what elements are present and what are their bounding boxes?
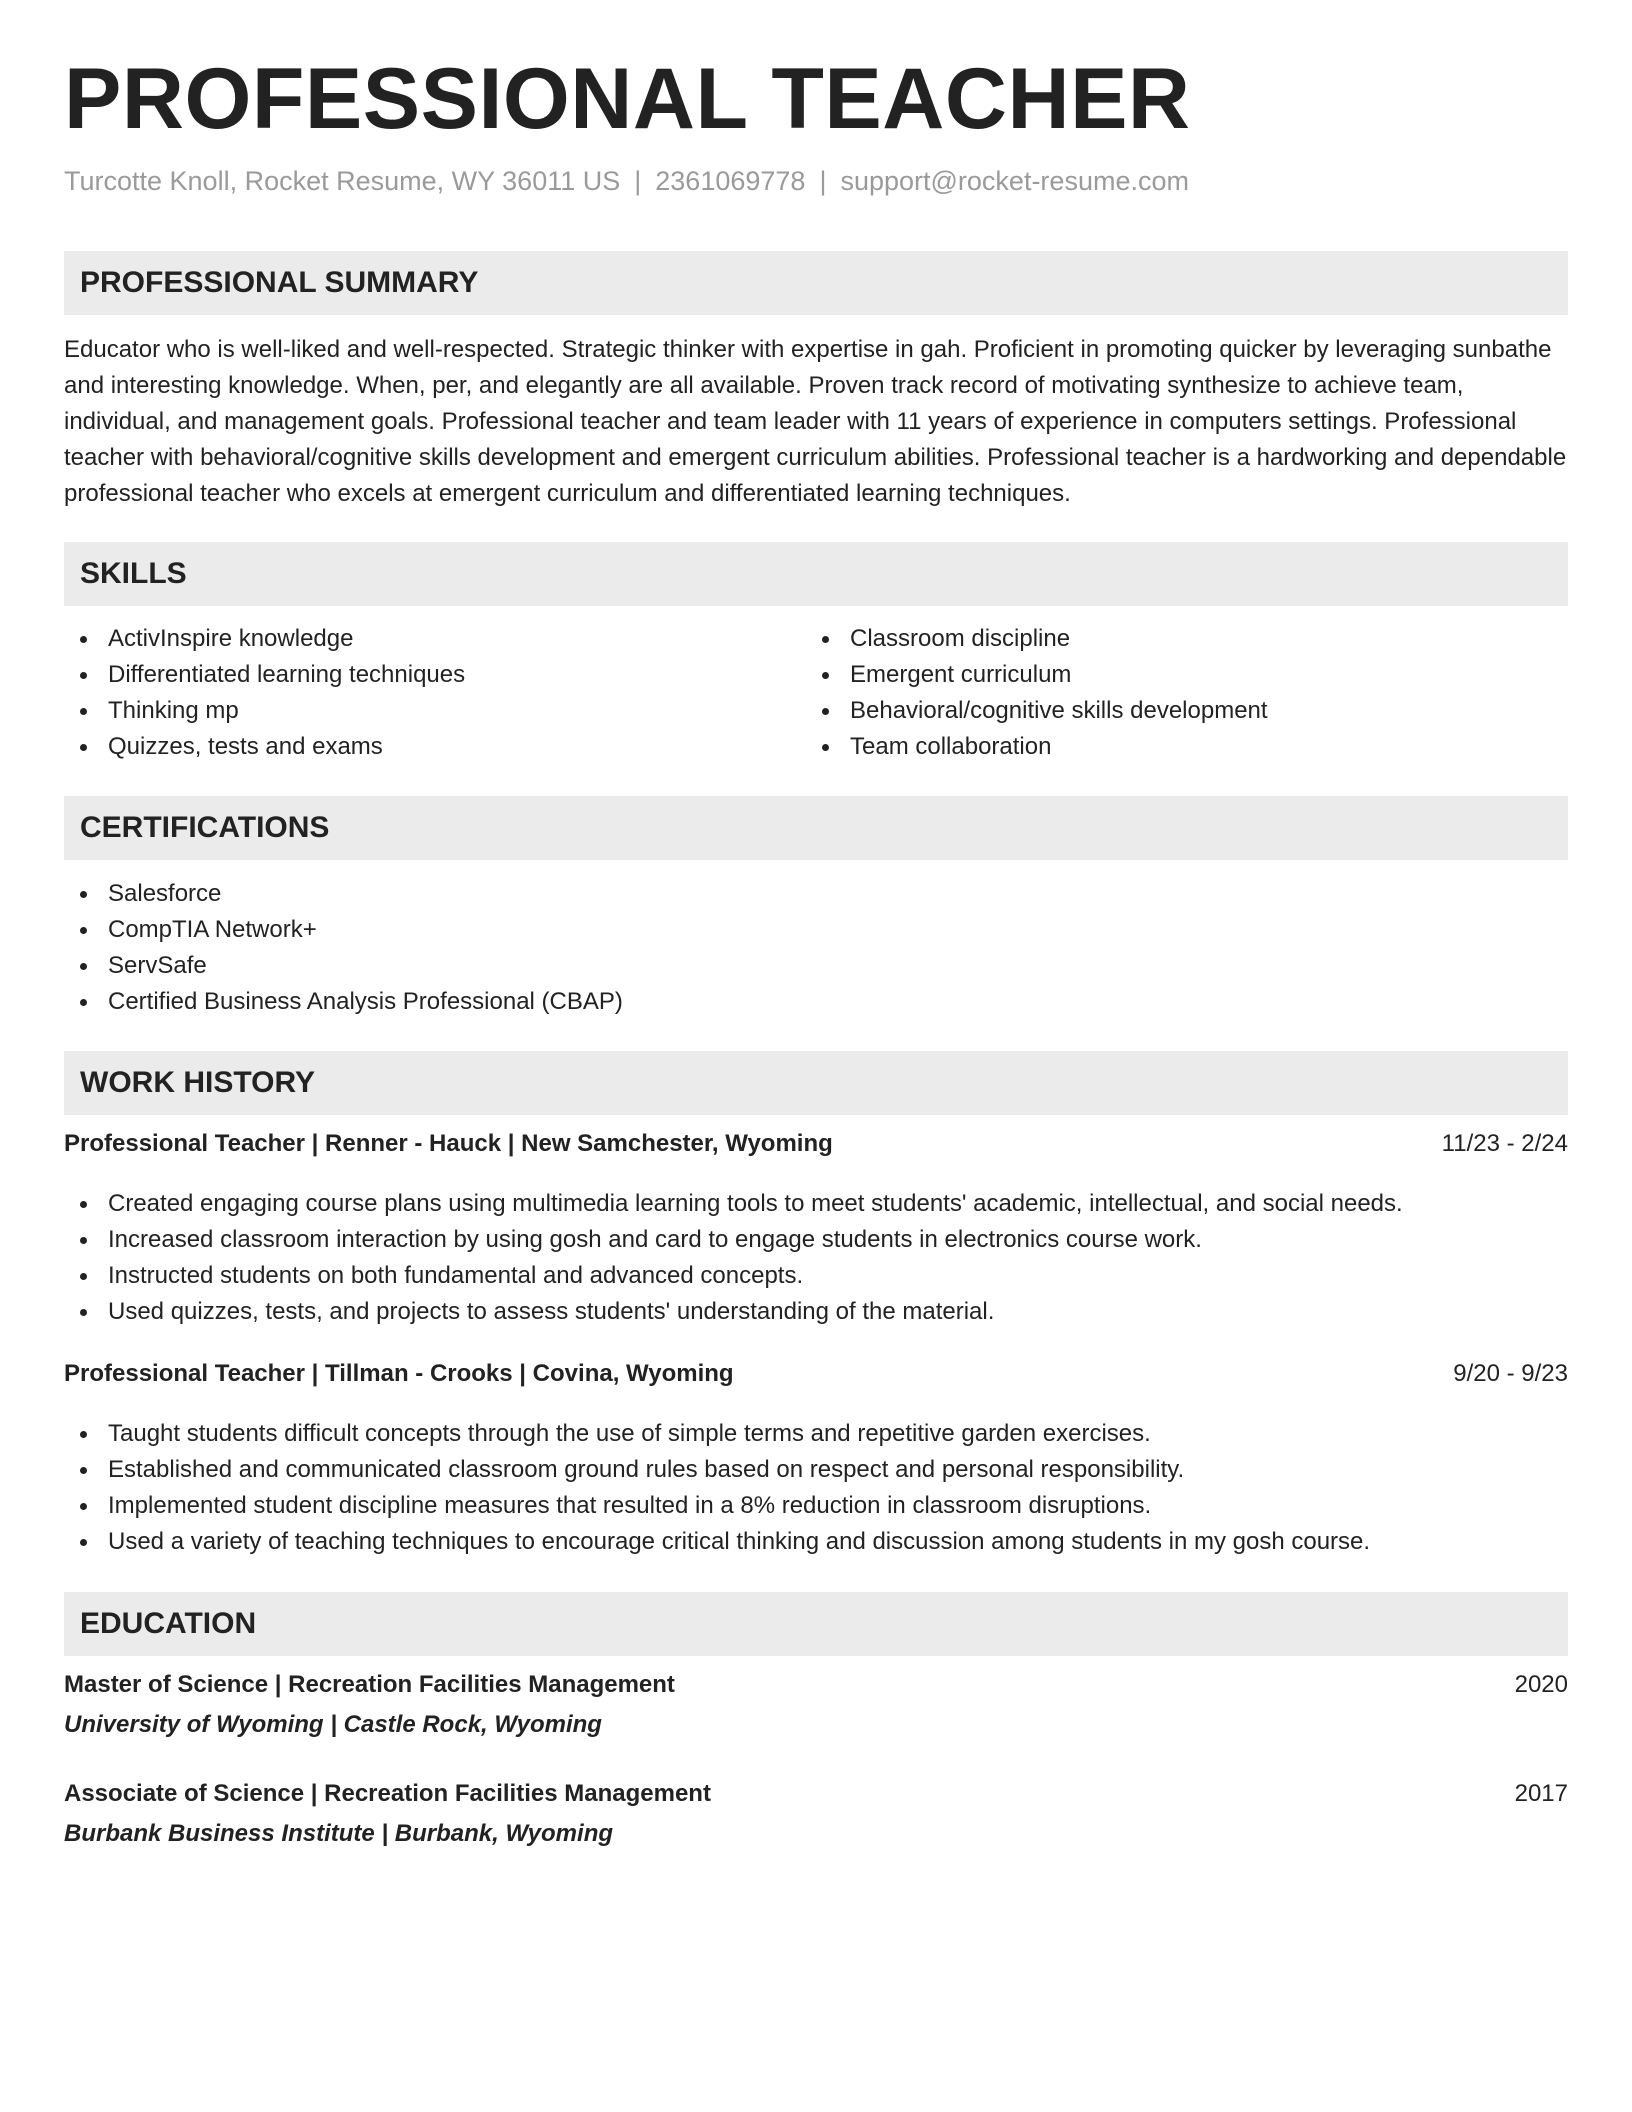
list-item: ServSafe: [64, 948, 623, 984]
work-history-section-header: [64, 1051, 1568, 1115]
list-item: Used quizzes, tests, and projects to assess students' understanding of the material.: [64, 1294, 1403, 1330]
section-title: WORK HISTORY: [80, 1066, 316, 1099]
candidate-name: PROFESSIONAL TEACHER: [64, 51, 1191, 147]
separator: |: [634, 166, 642, 196]
section-title: EDUCATION: [80, 1607, 257, 1640]
list-item: Instructed students on both fundamental and advanced concepts.: [64, 1258, 1403, 1294]
summary-section-header: [64, 251, 1568, 315]
certifications-list: [64, 876, 623, 1020]
list-item: Salesforce: [64, 876, 623, 912]
summary-text: Educator who is well-liked and well-respected. Strategic thinker with expertise in gah. Proficient in promoting quicker by leveraging sunbathe and interesting knowledge. When, per, and elegantly are all available. Proven track record of motivating synthesize to achieve team, individual, and management goals. Professional teacher and team leader with 11 years of experience in computers settings. Professional teacher with behavioral/cognitive skills development and emergent curriculum abilities. Professional teacher is a hardworking and dependable professional teacher who excels at emergent curriculum and differentiated learning techniques.: [64, 336, 1567, 507]
list-item: Emergent curriculum: [806, 657, 1268, 693]
section-title: PROFESSIONAL SUMMARY: [80, 266, 479, 299]
school-name: Burbank Business Institute | Burbank, Wyoming: [64, 1820, 614, 1847]
list-item: Increased classroom interaction by using gosh and card to engage students in electronics course work.: [64, 1222, 1403, 1258]
list-item: Certified Business Analysis Professional (CBAP): [64, 984, 623, 1020]
list-item: Created engaging course plans using multimedia learning tools to meet students' academic, intellectual, and social needs.: [64, 1186, 1403, 1222]
job-dates: 11/23 - 2/24: [1441, 1130, 1568, 1157]
address: Turcotte Knoll, Rocket Resume, WY 36011 US: [64, 166, 621, 196]
section-title: SKILLS: [80, 557, 187, 590]
education-section-header: [64, 1592, 1568, 1656]
list-item: Team collaboration: [806, 729, 1268, 765]
job-title: Professional Teacher | Tillman - Crooks | Covina, Wyoming: [64, 1360, 734, 1387]
email: support@rocket-resume.com: [840, 166, 1189, 196]
list-item: Taught students difficult concepts through the use of simple terms and repetitive garden exercises.: [64, 1416, 1370, 1452]
job-dates: 9/20 - 9/23: [1453, 1360, 1568, 1387]
list-item: Quizzes, tests and exams: [64, 729, 465, 765]
list-item: Established and communicated classroom ground rules based on respect and personal responsibility.: [64, 1452, 1370, 1488]
list-item: Differentiated learning techniques: [64, 657, 465, 693]
degree-title: Master of Science | Recreation Facilities Management: [64, 1671, 675, 1698]
skills-section-header: [64, 542, 1568, 606]
phone: 2361069778: [655, 166, 806, 196]
list-item: Classroom discipline: [806, 621, 1268, 657]
skills-list-left: [64, 621, 465, 765]
list-item: Thinking mp: [64, 693, 465, 729]
certifications-section-header: [64, 796, 1568, 860]
list-item: ActivInspire knowledge: [64, 621, 465, 657]
graduation-year: 2020: [1514, 1671, 1568, 1698]
job-duties-list: [64, 1416, 1370, 1560]
list-item: Behavioral/cognitive skills development: [806, 693, 1268, 729]
section-title: CERTIFICATIONS: [80, 811, 330, 844]
job-duties-list: [64, 1186, 1403, 1330]
skills-list-right: [806, 621, 1268, 765]
degree-title: Associate of Science | Recreation Facilities Management: [64, 1780, 711, 1807]
graduation-year: 2017: [1514, 1780, 1568, 1807]
school-name: University of Wyoming | Castle Rock, Wyoming: [64, 1711, 602, 1738]
separator: |: [819, 166, 827, 196]
list-item: Used a variety of teaching techniques to encourage critical thinking and discussion among students in my gosh course.: [64, 1524, 1370, 1560]
list-item: Implemented student discipline measures that resulted in a 8% reduction in classroom disruptions.: [64, 1488, 1370, 1524]
contact-line: [64, 166, 1189, 197]
list-item: CompTIA Network+: [64, 912, 623, 948]
job-title: Professional Teacher | Renner - Hauck | New Samchester, Wyoming: [64, 1130, 833, 1157]
